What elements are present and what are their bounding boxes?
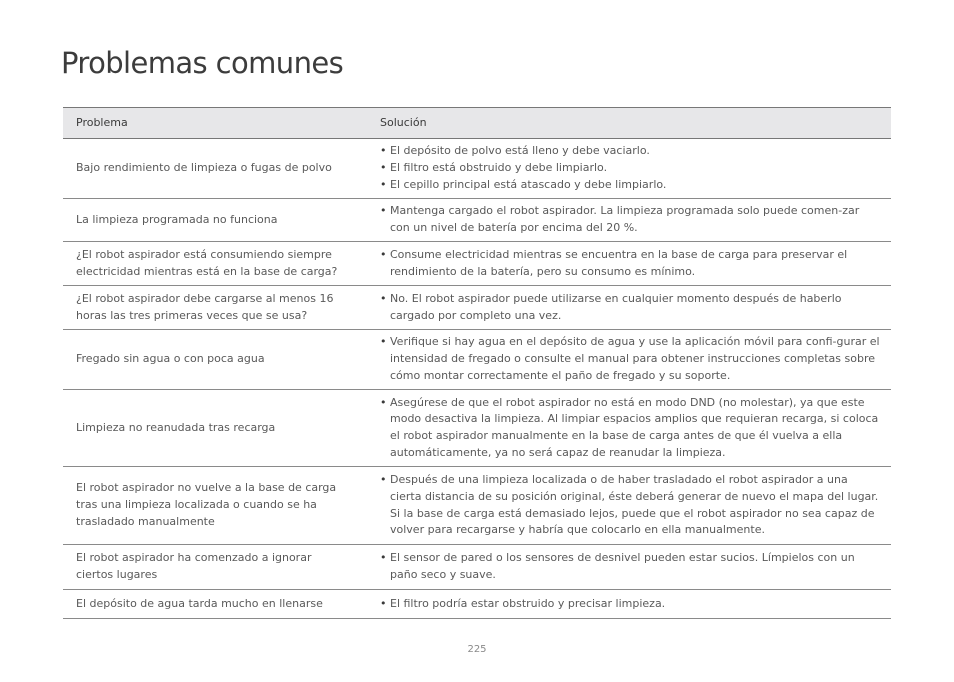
solution-cell xyxy=(367,390,891,467)
solution-cell xyxy=(367,590,891,619)
solution-cell xyxy=(367,545,891,590)
table-row xyxy=(63,330,891,390)
solution-cell xyxy=(367,199,891,242)
column-header-problem: Problema xyxy=(63,108,367,139)
solution-cell xyxy=(367,467,891,545)
solution-cell xyxy=(367,139,891,199)
problem-cell: Limpieza no reanudada tras recarga xyxy=(63,390,367,467)
problem-cell: El depósito de agua tarda mucho en llenarse xyxy=(63,590,367,619)
table-row xyxy=(63,199,891,242)
problem-cell: Bajo rendimiento de limpieza o fugas de polvo xyxy=(63,139,367,199)
solution-list xyxy=(380,247,881,280)
table-body xyxy=(63,139,891,619)
solution-cell xyxy=(367,286,891,330)
table-row xyxy=(63,545,891,590)
solution-item: • Mantenga cargado el robot aspirador. La limpieza programada solo puede comen-zar con un nivel de batería por encima del 20 %. xyxy=(380,203,881,236)
solution-item: • No. El robot aspirador puede utilizarse en cualquier momento después de haberlo cargado por completo una vez. xyxy=(380,291,881,324)
solution-list xyxy=(380,550,881,583)
solution-list xyxy=(380,143,881,193)
problem-cell: El robot aspirador no vuelve a la base de carga tras una limpieza localizada o cuando se ha trasladado manualmente xyxy=(63,467,367,545)
solution-item: • Verifique si hay agua en el depósito de agua y use la aplicación móvil para confi-gurar el intensidad de fregado o consulte el manual para obtener instrucciones completas sobre cómo montar correctamente el paño de fregado y su soporte. xyxy=(380,334,881,384)
column-header-solution: Solución xyxy=(367,108,891,139)
solution-cell xyxy=(367,330,891,390)
solution-cell xyxy=(367,242,891,286)
problem-cell: Fregado sin agua o con poca agua xyxy=(63,330,367,390)
header-row xyxy=(63,108,891,139)
problem-cell: El robot aspirador ha comenzado a ignorar ciertos lugares xyxy=(63,545,367,590)
solution-item: • Consume electricidad mientras se encuentra en la base de carga para preservar el rendimiento de la batería, pero su consumo es mínimo. xyxy=(380,247,881,280)
solution-list xyxy=(380,596,881,613)
solution-list xyxy=(380,203,881,236)
solution-item: • El cepillo principal está atascado y debe limpiarlo. xyxy=(380,177,881,194)
solution-item: • El depósito de polvo está lleno y debe vaciarlo. xyxy=(380,143,881,160)
table-row xyxy=(63,590,891,619)
solution-item: • El filtro podría estar obstruido y precisar limpieza. xyxy=(380,596,881,613)
page-title: Problemas comunes xyxy=(61,46,344,80)
solution-item: • Asegúrese de que el robot aspirador no está en modo DND (no molestar), ya que este modo desactiva la limpieza. Al limpiar espacios amplios que requieran recarga, si coloca el robot aspirador manualmente en la base de carga antes de que él vuelva a ella automáticamente, ya no será capaz de reanudar la limpieza. xyxy=(380,395,881,462)
problem-cell: La limpieza programada no funciona xyxy=(63,199,367,242)
solution-item: • Después de una limpieza localizada o de haber trasladado el robot aspirador a una cierta distancia de su posición original, éste deberá generar de nuevo el mapa del lugar. Si la base de carga está demasiado lejos, puede que el robot aspirador no sea capaz de volver para recargarse y habría que colocarlo en ella manualmente. xyxy=(380,472,881,539)
troubleshooting-table xyxy=(63,107,891,619)
solution-item: • El filtro está obstruido y debe limpiarlo. xyxy=(380,160,881,177)
solution-list xyxy=(380,395,881,462)
solution-list xyxy=(380,472,881,539)
page-number: 225 xyxy=(467,644,487,655)
table-row xyxy=(63,139,891,199)
table-header xyxy=(63,108,891,139)
table-row xyxy=(63,467,891,545)
table-row xyxy=(63,390,891,467)
problem-cell: ¿El robot aspirador está consumiendo siempre electricidad mientras está en la base de carga? xyxy=(63,242,367,286)
solution-item: • El sensor de pared o los sensores de desnivel pueden estar sucios. Límpielos con un paño seco y suave. xyxy=(380,550,881,583)
table-row xyxy=(63,286,891,330)
table-row xyxy=(63,242,891,286)
solution-list xyxy=(380,291,881,324)
solution-list xyxy=(380,334,881,384)
problem-cell: ¿El robot aspirador debe cargarse al menos 16 horas las tres primeras veces que se usa? xyxy=(63,286,367,330)
